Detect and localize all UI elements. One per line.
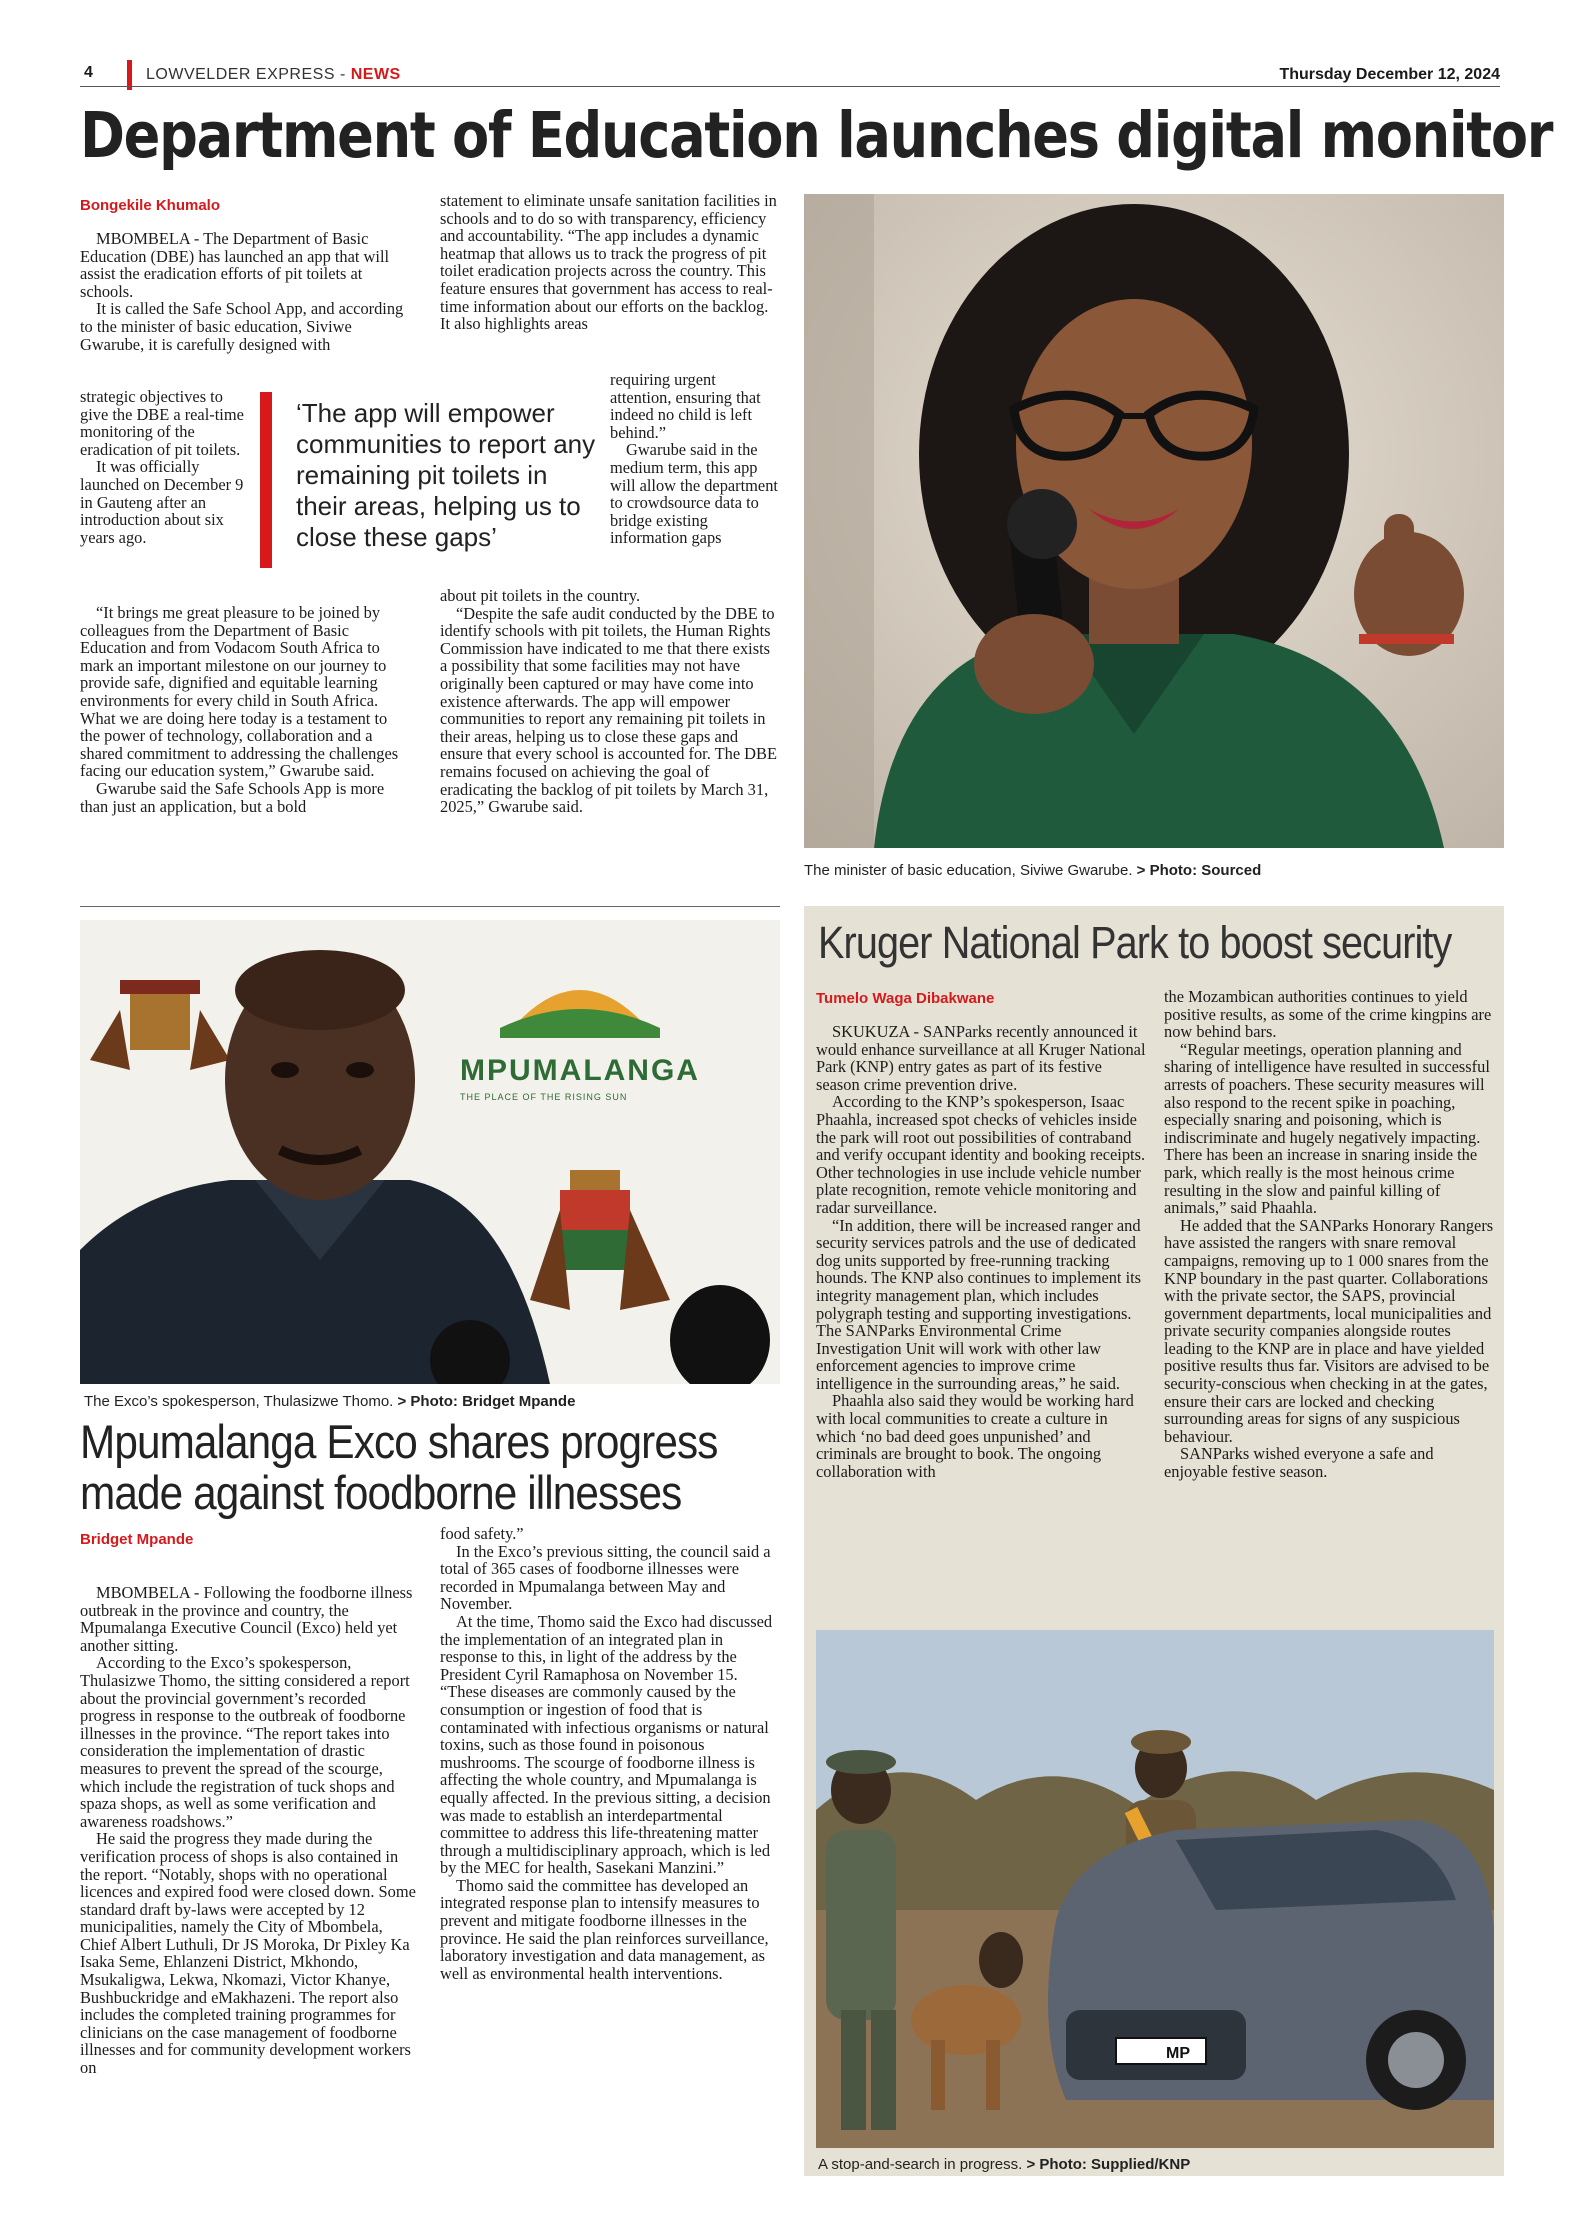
education-col1-top [80, 230, 405, 353]
education-col2-top [440, 192, 780, 333]
caption-text: A stop-and-search in progress. [818, 2156, 1023, 2173]
paragraph: It was officially launched on December 9 in Gauteng after an introduction about six years ago. [80, 457, 244, 547]
paragraph: Phaahla also said they would be working hard with local communities to create a culture in which ‘no bad deed goes unpunished’ and criminals are brought to book. The ongoing collaboration with [816, 1391, 1134, 1481]
paragraph: According to the Exco’s spokesperson, Thulasizwe Thomo, the sitting considered a report about the provincial government’s recorded progress in response to the outbreak of foodborne illnesses in the province. “The report takes into consideration the implementation of drastic measures to prevent the spread of the scourge, which include the registration of tuck shops and spaza shops, as well as some verification and awareness roadshows.” [80, 1653, 410, 1831]
byline-education: Bongekile Khumalo [80, 197, 221, 214]
story-divider [80, 906, 780, 907]
paragraph: MBOMBELA - Following the foodborne illness outbreak in the province and country, the Mpumalanga Executive Council (Exco) held yet another sitting. [80, 1583, 413, 1655]
paragraph: SKUKUZA - SANParks recently announced it would enhance surveillance at all Kruger National Park (KNP) entry gates as part of its festive season crime prevention drive. [816, 1022, 1146, 1094]
byline-exco: Bridget Mpande [80, 1531, 194, 1548]
photo-minister [804, 194, 1504, 848]
education-col1-narrow [80, 388, 245, 546]
exco-illustration [80, 920, 780, 1384]
paragraph: food safety.” [440, 1524, 524, 1543]
mpumalanga-logo-tagline: THE PLACE OF THE RISING SUN [460, 1092, 628, 1102]
paragraph: He added that the SANParks Honorary Rangers have assisted the rangers with snare removal campaigns, removing up to 1 000 snares from the KNP boundary in the past quarter. Collaborations with the private sector, the SAPS, provincial government departments, local municipalities and private security companies alongside routes leading to the KNP are in place and have yielded positive results thus far. Visitors are advised to be security-conscious when checking in at the gates, ensure their cars are locked and checking surrounding areas for signs of any suspicious behaviour. [1164, 1215, 1494, 1446]
caption-text: The minister of basic education, Siviwe Gwarube. [804, 862, 1133, 879]
paragraph: SANParks wished everyone a safe and enjoyable festive season. [1164, 1444, 1434, 1482]
stop-and-search-illustration [816, 1630, 1494, 2148]
caption-stop-and-search [818, 2156, 1190, 2173]
caption-exco [84, 1393, 575, 1410]
exco-col1 [80, 1584, 420, 2077]
page-number: 4 [84, 64, 93, 81]
paragraph: It is called the Safe School App, and according to the minister of basic education, Siviwe Gwarube, it is carefully designed with [80, 299, 404, 354]
education-col1-bottom [80, 604, 405, 815]
pull-quote: ‘The app will empower communities to report any remaining pit toilets in their areas, helping us to close these gaps’ [296, 398, 596, 552]
photo-exco-spokesperson [80, 920, 780, 1384]
paragraph: “Regular meetings, operation planning and sharing of intelligence have resulted in successful arrests of poachers. These security measures will also respond to the recent spike in poaching, especially snaring and poisoning, which is indiscriminate and hugely negatively impacting. There has been an increase in snaring inside the park, which really is the most heinous crime resulting in the slow and painful killing of animals,” said Phaahla. [1164, 1039, 1490, 1218]
photo-credit: > Photo: Supplied/KNP [1026, 2156, 1191, 2173]
paragraph: Gwarube said in the medium term, this app will allow the department to crowdsource data to bridge existing information gaps [610, 440, 778, 548]
paragraph: the Mozambican authorities continues to yield positive results, as some of the crime kingpins are now behind bars. [1164, 987, 1492, 1042]
headline-kruger: Kruger National Park to boost security [818, 917, 1452, 968]
running-head-separator: - [335, 66, 351, 83]
photo-credit: > Photo: Bridget Mpande [397, 1393, 576, 1410]
education-col2-bottom [440, 587, 780, 816]
paragraph: He said the progress they made during the verification process of shops is also contained in the report. “Notably, shops with no operational licences and expired food were closed down. Some standard draft by-laws were accepted by 12 municipalities, namely the City of Mbombela, Chief Albert Luthuli, Dr JS Moroka, Dr Pixley Ka Isaka Seme, Ehlanzeni District, Mkhondo, Msukaligwa, Lekwa, Nkomazi, Victor Khanye, Bushbuckridge and eMakhazeni. The report also includes the completed training programmes for clinicians on the case management of foodborne illnesses and for community development workers on [80, 1829, 416, 2078]
paragraph: Gwarube said the Safe Schools App is more than just an application, but a bold [80, 778, 385, 816]
headline-exco: Mpumalanga Exco shares progress made against foodborne illnesses [80, 1415, 718, 1520]
photo-credit: > Photo: Sourced [1136, 862, 1262, 879]
kruger-col2 [1164, 988, 1494, 1481]
paragraph: Thomo said the committee has developed an integrated response plan to intensify measures to prevent and mitigate foodborne illnesses in the province. He said the plan reinforces surveillance, laboratory investigation and data management, as well as environmental health interventions. [440, 1875, 769, 1983]
headline-education: Department of Education launches digital monitor [80, 99, 1553, 172]
caption-minister [804, 862, 1261, 879]
publication-name: LOWVELDER EXPRESS [146, 66, 335, 83]
paragraph: In the Exco’s previous sitting, the council said a total of 365 cases of foodborne illnesses were recorded in Mpumalanga between May and November. [440, 1541, 771, 1614]
kruger-col1 [816, 1023, 1146, 1480]
minister-illustration [804, 194, 1504, 848]
exco-col2 [440, 1525, 780, 1982]
paragraph: statement to eliminate unsafe sanitation facilities in schools and to do so with transparency, efficiency and accountability. “The app includes a dynamic heatmap that allows us to track the progress of pit toilet eradication projects across the country. This feature ensures that government has access to real-time information about our efforts on the backlog. It also highlights areas [440, 191, 777, 334]
paragraph: requiring urgent attention, ensuring that indeed no child is left behind.” [610, 370, 761, 442]
running-head [146, 66, 401, 84]
paragraph: “In addition, there will be increased ranger and security services patrols and the use of dedicated dog units supported by free-running tracking hounds. The KNP also continues to implement its integrity management plan, which includes polygraph testing and supporting investigations. The SANParks Environmental Crime Investigation Unit will work with other law enforcement agencies to improve crime intelligence in the surrounding areas,” he said. [816, 1215, 1142, 1393]
paragraph: about pit toilets in the country. [440, 586, 641, 605]
paragraph: “Despite the safe audit conducted by the DBE to identify schools with pit toilets, the Human Rights Commission have indicated to me that there exists a possibility that some facilities may not have originally been captured or may have come into existence afterwards. The app will empower communities to report any remaining pit toilets in their areas, helping us to close these gaps and ensure that every school is accounted for. The DBE remains focused on achieving the goal of eradicating the backlog of pit toilets by March 31, 2025,” Gwarube said. [440, 603, 777, 817]
paragraph: strategic objectives to give the DBE a real-time monitoring of the eradication of pit toilets. [80, 387, 244, 459]
paragraph: “It brings me great pleasure to be joined by colleagues from the Department of Basic Education and from Vodacom South Africa to mark an important milestone on our journey to provide safe, dignified and equitable learning environments for every child in South Africa. What we are doing here today is a testament to the power of technology, collaboration and a shared commitment to addressing the challenges facing our education system,” Gwarube said. [80, 603, 399, 781]
caption-text: The Exco’s spokesperson, Thulasizwe Thomo. [84, 1393, 394, 1410]
header-rule [80, 86, 1500, 87]
paragraph: According to the KNP’s spokesperson, Isaac Phaahla, increased spot checks of vehicles inside the park will root out possibilities of contraband and verify occupant identity and booking receipts. Other technologies in use include vehicle number plate recognition, remote vehicle monitoring and radar surveillance. [816, 1092, 1146, 1217]
pull-quote-bar [260, 392, 272, 568]
paragraph: MBOMBELA - The Department of Basic Education (DBE) has launched an app that will assist the eradication efforts of pit toilets at schools. [80, 229, 390, 301]
education-col2-narrow [610, 371, 780, 547]
issue-date: Thursday December 12, 2024 [1279, 66, 1500, 83]
photo-stop-and-search [816, 1630, 1494, 2148]
section-label: NEWS [350, 66, 401, 83]
mpumalanga-logo-text: MPUMALANGA [460, 1054, 700, 1087]
paragraph: At the time, Thomo said the Exco had discussed the implementation of an integrated plan in response to this, in light of the address by the President Cyril Ramaphosa on November 15. “These diseases are commonly caused by the consumption or ingestion of food that is contaminated with infectious organisms or natural toxins, such as those found in poisonous mushrooms. The scourge of foodborne illness is affecting the whole country, and Mpumalanga is equally affected. In the previous sitting, a decision was made to establish an interdepartmental committee to address this life-threatening matter through a multidisciplinary approach, which is led by the MEC for health, Sasekani Manzini.” [440, 1611, 773, 1878]
number-plate-text: MP [1166, 2045, 1190, 2062]
byline-kruger: Tumelo Waga Dibakwane [816, 990, 995, 1007]
